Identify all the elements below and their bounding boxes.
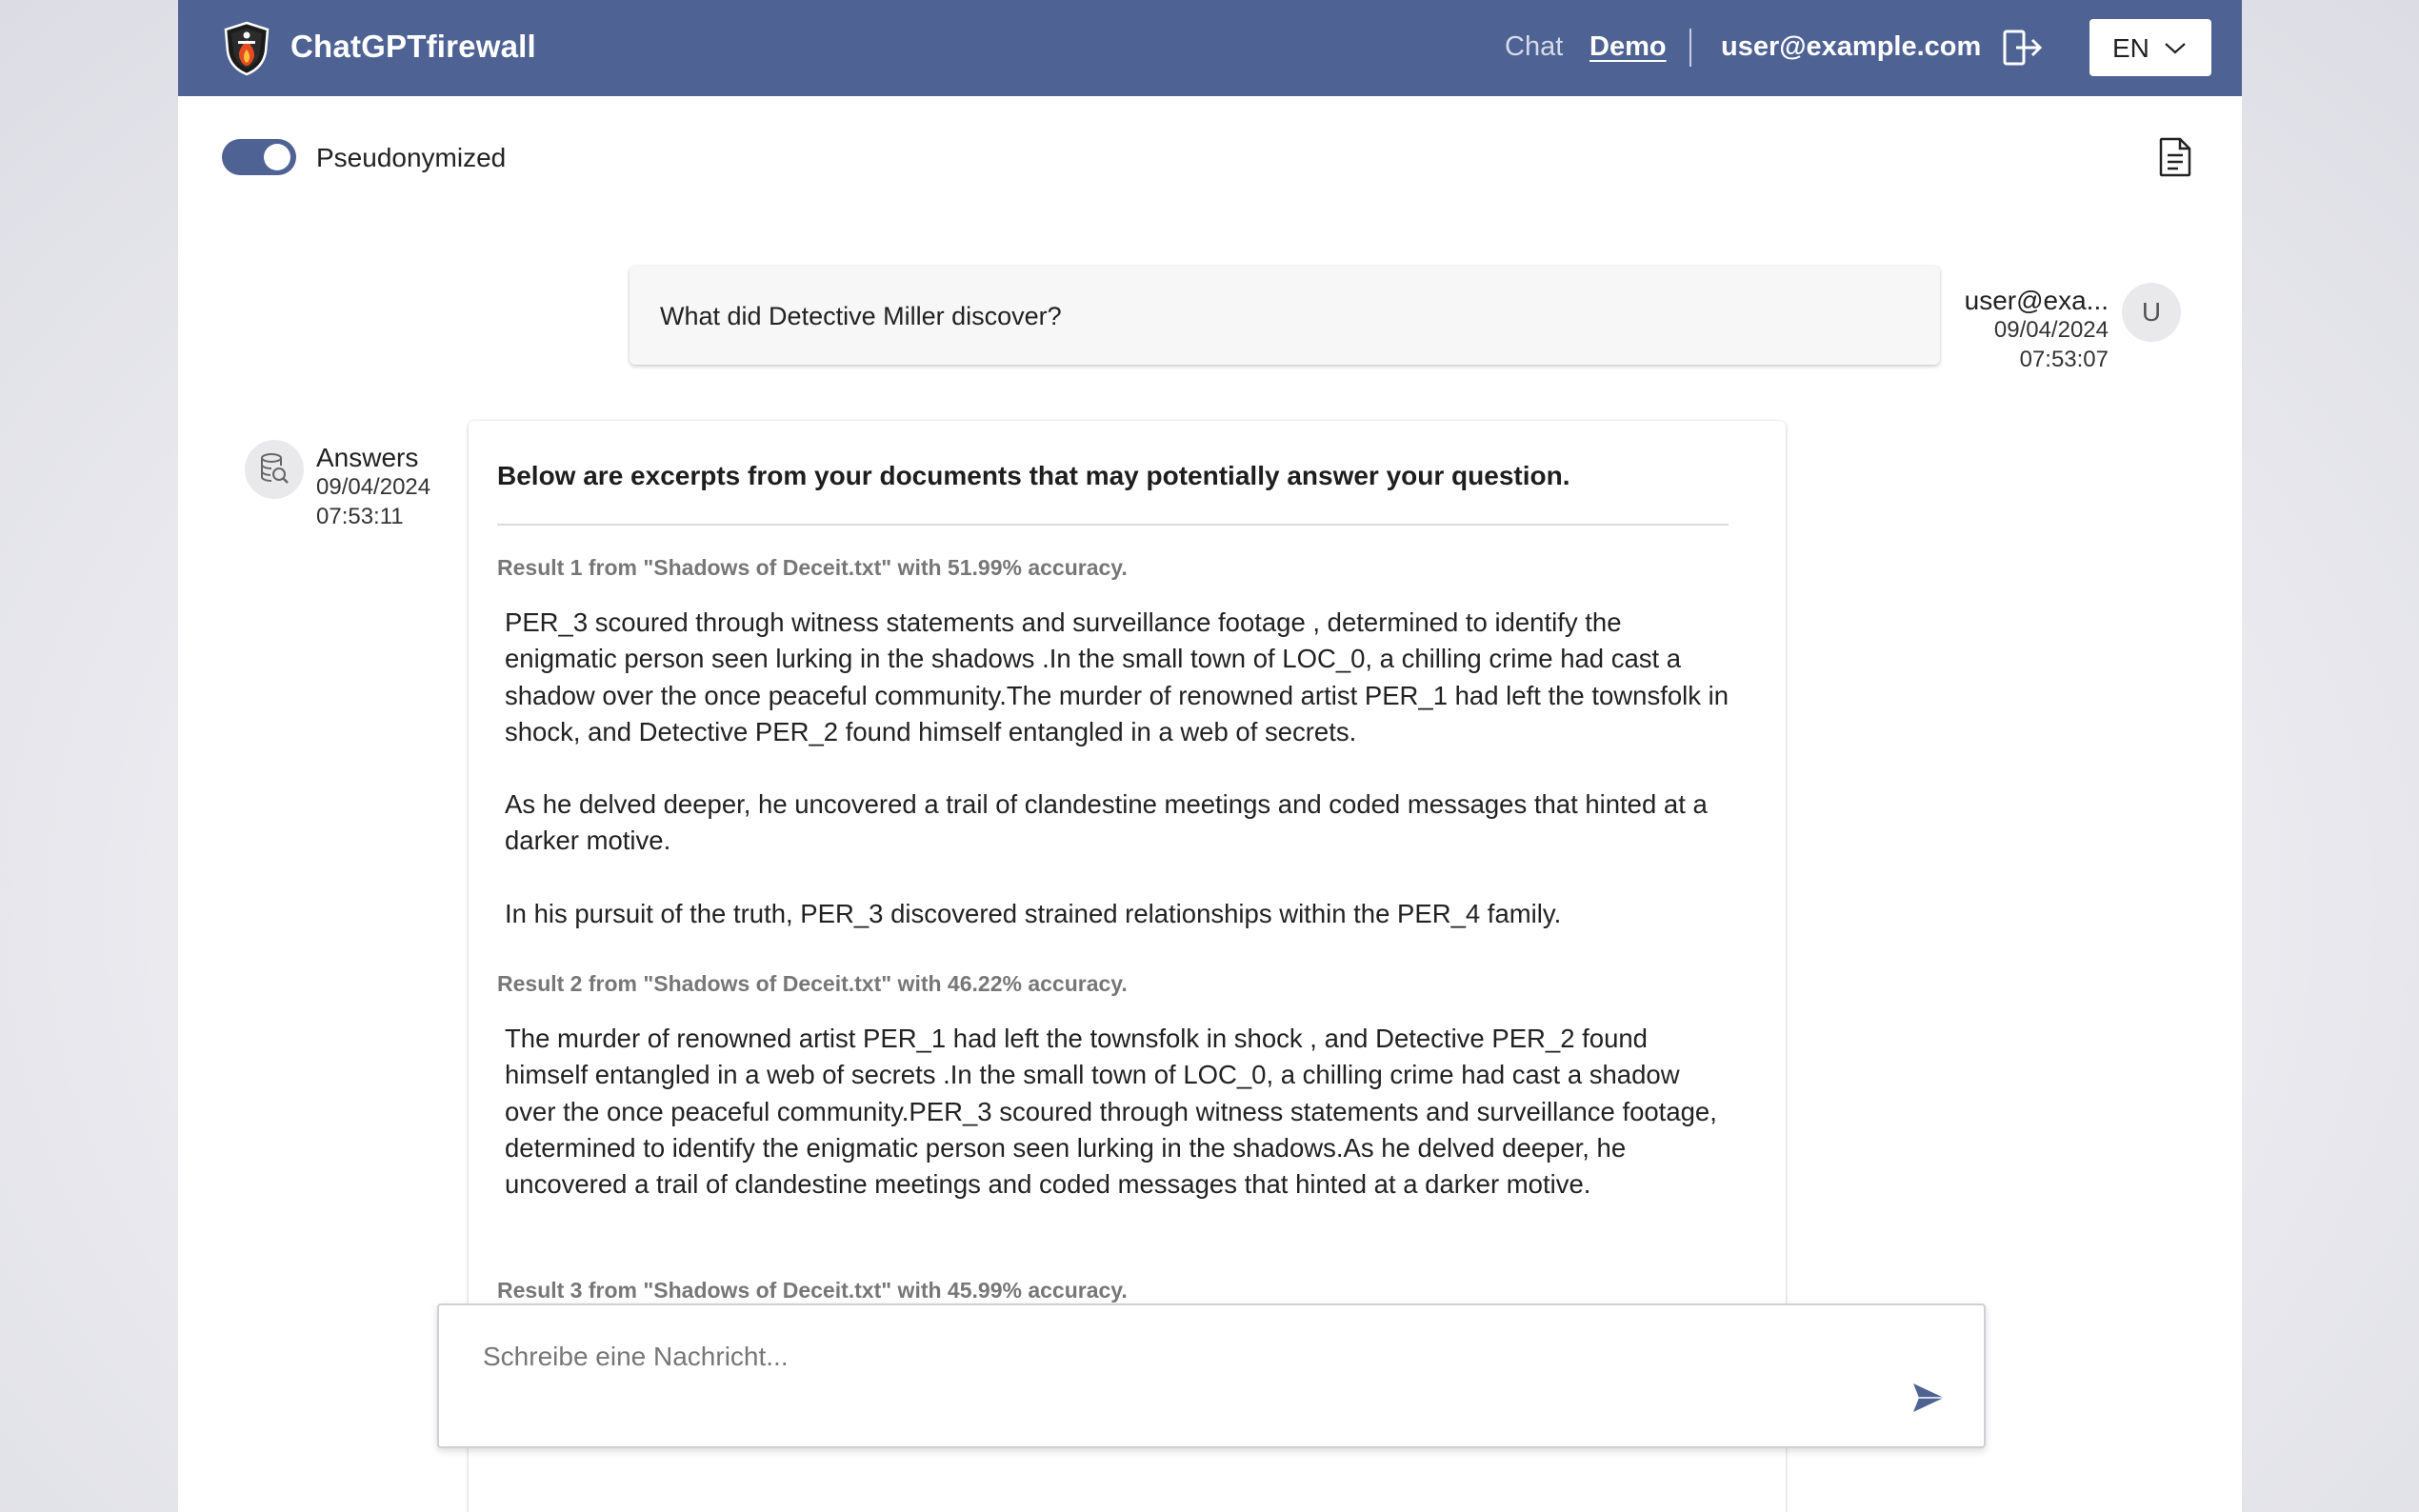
- firewall-shield-logo-icon: [222, 21, 271, 76]
- chevron-down-icon: [2162, 36, 2189, 59]
- user-message-time: 07:53:07: [2019, 347, 2109, 372]
- language-value: EN: [2112, 33, 2149, 63]
- language-select[interactable]: [2089, 19, 2211, 76]
- nav-demo-link[interactable]: Demo: [1589, 31, 1667, 62]
- app-window: [178, 0, 2242, 1512]
- result-paragraph: PER_3 scoured through witness statements and surveillance footage , determined to identify the enigmatic person seen lurking in the shadows .In the small town of LOC_0, a chilling crime had cast a shadow over the once peaceful community.The murder of renowned artist PER_1 had left the townsfolk in shock, and Detective PER_2 found himself entangled in a web of secrets.: [505, 607, 1729, 746]
- nav-chat-link[interactable]: Chat: [1505, 31, 1564, 62]
- result-heading: Result 1 from "Shadows of Deceit.txt" with 51.99% accuracy.: [497, 555, 1128, 580]
- user-email[interactable]: user@example.com: [1721, 31, 1982, 62]
- result-heading: Result 3 from "Shadows of Deceit.txt" with 45.99% accuracy.: [497, 1278, 1128, 1303]
- message-composer: [437, 1303, 1986, 1448]
- answers-time: 07:53:11: [316, 504, 404, 529]
- brand-name[interactable]: ChatGPTfirewall: [290, 29, 536, 64]
- user-message-author: user@exa...: [1964, 286, 2109, 315]
- answers-date: 09/04/2024: [316, 474, 431, 500]
- toggle-knob: [264, 144, 290, 170]
- answer-divider: [497, 524, 1729, 526]
- user-message-meta: [1965, 286, 2109, 374]
- user-message-bubble: [630, 266, 1940, 365]
- answers-meta: [316, 443, 430, 531]
- user-message-text: What did Detective Miller discover?: [660, 302, 1062, 330]
- result-heading: Result 2 from "Shadows of Deceit.txt" with 46.22% accuracy.: [497, 971, 1128, 996]
- answer-title: Below are excerpts from your documents that may potentially answer your question.: [497, 461, 1570, 490]
- message-input[interactable]: [481, 1340, 1818, 1401]
- result-body: [505, 1021, 1733, 1203]
- nav-divider: [1689, 29, 1691, 67]
- header-bar: [178, 0, 2242, 96]
- logout-icon[interactable]: [2002, 29, 2044, 67]
- answers-avatar: [245, 440, 304, 499]
- pseudonymized-toggle[interactable]: [222, 139, 296, 175]
- result-paragraph: The murder of renowned artist PER_1 had left the townsfolk in shock , and Detective PER_2 found himself entangled in a web of secrets .In the small town of LOC_0, a chilling crime had cast a shadow over the once peaceful community.PER_3 scoured through witness statements and surveillance footage, determined to identify the enigmatic person seen lurking in the shadows.As he delved deeper, he uncovered a trail of clandestine meetings and coded messages that hinted at a darker motive.: [505, 1024, 1717, 1200]
- result-paragraph: As he delved deeper, he uncovered a trail of clandestine meetings and coded messages that hinted at a darker motive.: [505, 789, 1708, 856]
- result-body: [505, 605, 1733, 932]
- user-message-date: 09/04/2024: [1993, 317, 2109, 343]
- send-icon[interactable]: [1911, 1382, 1946, 1414]
- result-paragraph: In his pursuit of the truth, PER_3 discovered strained relationships within the PER_4 family.: [505, 898, 1562, 928]
- pseudonymized-label: Pseudonymized: [316, 143, 507, 172]
- user-avatar: U: [2122, 283, 2181, 342]
- database-search-icon: [259, 452, 290, 487]
- answers-author: Answers: [316, 443, 419, 472]
- document-icon[interactable]: [2157, 136, 2193, 178]
